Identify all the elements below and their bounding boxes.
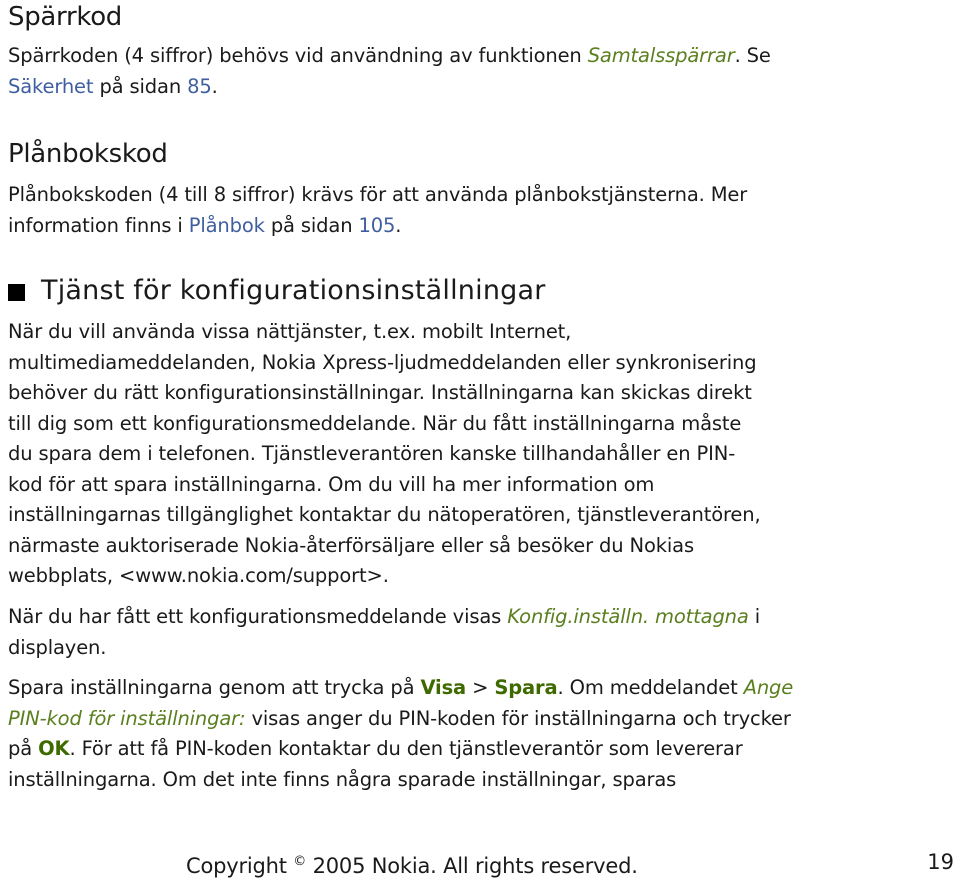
display-text-konfig-mottagna: Konfig.inställn. mottagna bbox=[507, 605, 749, 628]
text: på sidan bbox=[93, 74, 188, 98]
text: . bbox=[211, 74, 218, 98]
link-sakerhet[interactable]: Säkerhet bbox=[8, 74, 94, 98]
softkey-ok: OK bbox=[38, 737, 70, 760]
softkey-visa: Visa bbox=[420, 676, 467, 699]
link-planbok[interactable]: Plånbok bbox=[188, 213, 265, 237]
section-title-sparrkod: Spärrkod bbox=[8, 2, 123, 32]
text: Plånbokskoden (4 till 8 siffror) krävs för att använda plånbokstjänsterna. Mer information finns i bbox=[8, 183, 748, 237]
text: > bbox=[466, 676, 495, 699]
text: Spärrkoden (4 siffror) behövs vid användning av funktionen bbox=[8, 44, 588, 67]
text: . Se bbox=[734, 44, 771, 67]
paragraph-planbokskod bbox=[8, 180, 808, 241]
copyright-symbol: © bbox=[293, 854, 307, 869]
text: på sidan bbox=[264, 213, 359, 237]
paragraph-konfig-1: När du vill använda vissa nättjänster, t.ex. mobilt Internet, multimediameddelanden, Nokia Xpress-ljudmeddelanden eller synkronisering behöver du rätt konfigurationsinställningar. Inställningarna kan skickas direkt till dig som ett konfigurationsmeddelande. När du fått inställningarna måste du spara dem i telefonen. Tjänstleverantören kanske tillhandahåller en PIN-kod för att spara inställningarna. Om du vill ha mer information om inställningarnas tillgänglighet kontaktar du nätoperatören, tjänstleverantören, närmaste auktoriserade Nokia-återförsäljare eller så besöker du Nokias webbplats, <www.nokia.com/support>. bbox=[8, 320, 761, 587]
text: . bbox=[395, 213, 402, 237]
text: När du har fått ett konfigurationsmeddelande visas bbox=[8, 605, 508, 628]
page-link-85[interactable]: 85 bbox=[187, 74, 212, 98]
paragraph-konfig-2 bbox=[8, 602, 798, 663]
text: . Om meddelandet bbox=[557, 676, 744, 699]
display-text-ange-pin: Ange PIN-kod för inställningar: bbox=[8, 676, 794, 730]
paragraph-sparrkod bbox=[8, 41, 771, 102]
page-number: 19 bbox=[927, 850, 954, 874]
text: i displayen. bbox=[8, 605, 761, 659]
section-title-konfig: Tjänst för konfigurationsinställningar bbox=[41, 275, 546, 306]
section-header-konfig bbox=[8, 273, 546, 309]
section-bullet-square-icon bbox=[8, 284, 25, 301]
text: Spara inställningarna genom att trycka på bbox=[8, 676, 421, 699]
paragraph-konfig-3 bbox=[8, 673, 808, 795]
page-link-105[interactable]: 105 bbox=[358, 213, 396, 237]
text: visas anger du PIN-koden för inställningarna och trycker på bbox=[8, 706, 791, 760]
copyright-notice bbox=[186, 845, 638, 883]
copyright-suffix: 2005 Nokia. All rights reserved. bbox=[306, 854, 638, 878]
softkey-spara: Spara bbox=[494, 676, 558, 699]
section-title-planbokskod: Plånbokskod bbox=[8, 139, 168, 169]
text: . För att få PIN-koden kontaktar du den tjänstleverantör som levererar inställningarna. Om det inte finns några sparade inställningar, sparas bbox=[8, 737, 743, 791]
display-text-samtalssparrar: Samtalsspärrar bbox=[587, 44, 735, 67]
copyright-prefix: Copyright bbox=[186, 854, 294, 878]
page-footer bbox=[0, 845, 960, 879]
